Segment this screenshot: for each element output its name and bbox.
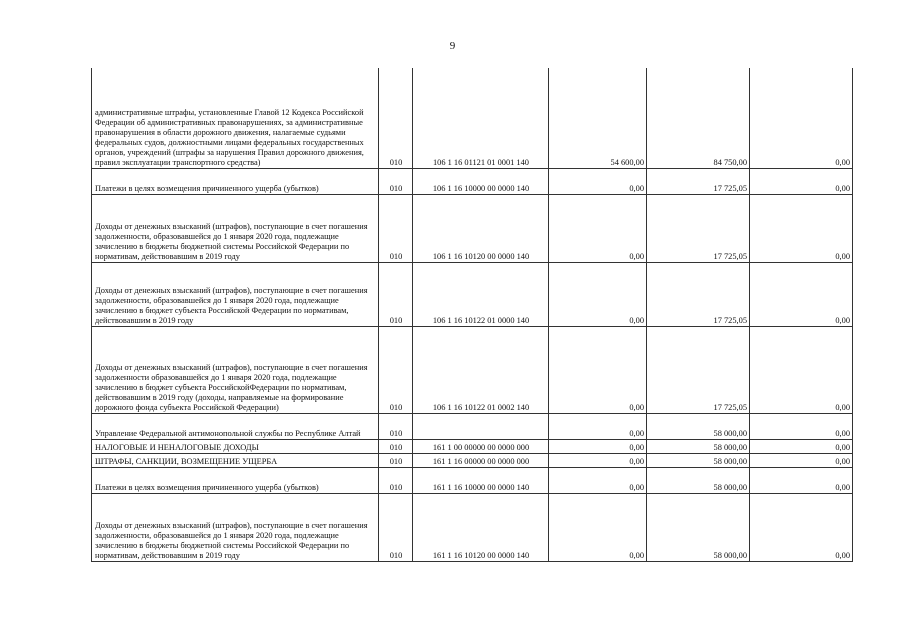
row-kbk: 161 1 16 10000 00 0000 140 — [413, 467, 549, 493]
table-row — [92, 493, 853, 561]
row-value-1: 0,00 — [549, 439, 647, 453]
row-value-1: 0,00 — [549, 168, 647, 194]
row-code: 010 — [379, 453, 413, 467]
row-kbk: 106 1 16 01121 01 0001 140 — [413, 68, 549, 168]
row-code: 010 — [379, 493, 413, 561]
table-row — [92, 326, 853, 413]
table-row — [92, 467, 853, 493]
row-name: Доходы от денежных взысканий (штрафов), поступающие в счет погашения задолженности, образовавшейся до 1 января 2020 года, подлежащие зачислению в бюджеты бюджетной системы Российской Федерации по нормативам, действовавшим в 2019 году — [92, 493, 379, 561]
row-value-2: 17 725,05 — [647, 168, 750, 194]
row-value-1: 0,00 — [549, 453, 647, 467]
table-row — [92, 413, 853, 439]
table-row — [92, 168, 853, 194]
row-name: ШТРАФЫ, САНКЦИИ, ВОЗМЕЩЕНИЕ УЩЕРБА — [92, 453, 379, 467]
row-value-3: 0,00 — [750, 262, 853, 326]
row-value-2: 58 000,00 — [647, 467, 750, 493]
row-name: Платежи в целях возмещения причиненного ущерба (убытков) — [92, 168, 379, 194]
row-kbk: 106 1 16 10122 01 0002 140 — [413, 326, 549, 413]
row-value-3: 0,00 — [750, 413, 853, 439]
row-kbk: 106 1 16 10000 00 0000 140 — [413, 168, 549, 194]
row-code: 010 — [379, 467, 413, 493]
row-value-3: 0,00 — [750, 439, 853, 453]
row-code: 010 — [379, 168, 413, 194]
row-value-2: 58 000,00 — [647, 453, 750, 467]
row-code: 010 — [379, 439, 413, 453]
row-value-3: 0,00 — [750, 68, 853, 168]
row-kbk: 161 1 16 10120 00 0000 140 — [413, 493, 549, 561]
table-row — [92, 439, 853, 453]
row-kbk: 161 1 16 00000 00 0000 000 — [413, 453, 549, 467]
row-value-2: 58 000,00 — [647, 439, 750, 453]
row-code: 010 — [379, 68, 413, 168]
table-row — [92, 453, 853, 467]
row-value-3: 0,00 — [750, 194, 853, 262]
row-value-2: 58 000,00 — [647, 413, 750, 439]
row-name: Управление Федеральной антимонопольной службы по Республике Алтай — [92, 413, 379, 439]
revenue-table — [91, 68, 853, 562]
row-value-1: 0,00 — [549, 467, 647, 493]
row-value-1: 0,00 — [549, 326, 647, 413]
row-value-1: 0,00 — [549, 493, 647, 561]
row-value-3: 0,00 — [750, 326, 853, 413]
row-value-3: 0,00 — [750, 493, 853, 561]
row-name: Доходы от денежных взысканий (штрафов), поступающие в счет погашения задолженности образовавшейся до 1 января 2020 года, подлежащие зачислению в бюджет субъекта РоссийскойФедерации по нормативам, действовавшим в 2019 году (доходы, направляемые на формирование дорожного фонда субъекта Российской Федерации) — [92, 326, 379, 413]
row-code: 010 — [379, 413, 413, 439]
row-value-3: 0,00 — [750, 453, 853, 467]
table-row — [92, 194, 853, 262]
row-value-3: 0,00 — [750, 168, 853, 194]
row-value-1: 0,00 — [549, 194, 647, 262]
row-value-2: 58 000,00 — [647, 493, 750, 561]
row-value-3: 0,00 — [750, 467, 853, 493]
row-value-2: 17 725,05 — [647, 194, 750, 262]
row-name: НАЛОГОВЫЕ И НЕНАЛОГОВЫЕ ДОХОДЫ — [92, 439, 379, 453]
row-name: Доходы от денежных взысканий (штрафов), поступающие в счет погашения задолженности, образовавшейся до 1 января 2020 года, подлежащие зачислению в бюджет субъекта Российской Федерации по нормативам, действовавшим в 2019 году — [92, 262, 379, 326]
row-value-2: 17 725,05 — [647, 326, 750, 413]
row-name: административные штрафы, установленные Главой 12 Кодекса Российской Федерации об административных правонарушениях, за административные правонарушения в области дорожного движения, налагаемые судьями федеральных судов, должностными лицами федеральных государственных органов, учреждений (штрафы за нарушения Правил дорожного движения, правил эксплуатации транспортного средства) — [92, 68, 379, 168]
row-value-2: 84 750,00 — [647, 68, 750, 168]
row-kbk: 106 1 16 10120 00 0000 140 — [413, 194, 549, 262]
row-kbk — [413, 413, 549, 439]
table-row — [92, 68, 853, 168]
row-code: 010 — [379, 326, 413, 413]
row-value-1: 0,00 — [549, 262, 647, 326]
row-kbk: 106 1 16 10122 01 0000 140 — [413, 262, 549, 326]
row-kbk: 161 1 00 00000 00 0000 000 — [413, 439, 549, 453]
table-row — [92, 262, 853, 326]
row-name: Доходы от денежных взысканий (штрафов), поступающие в счет погашения задолженности, образовавшейся до 1 января 2020 года, подлежащие зачислению в бюджеты бюджетной системы Российской Федерации по нормативам, действовавшим в 2019 году — [92, 194, 379, 262]
row-code: 010 — [379, 262, 413, 326]
row-name: Платежи в целях возмещения причиненного ущерба (убытков) — [92, 467, 379, 493]
page-number: 9 — [449, 40, 456, 52]
row-value-2: 17 725,05 — [647, 262, 750, 326]
row-value-1: 0,00 — [549, 413, 647, 439]
row-code: 010 — [379, 194, 413, 262]
row-value-1: 54 600,00 — [549, 68, 647, 168]
